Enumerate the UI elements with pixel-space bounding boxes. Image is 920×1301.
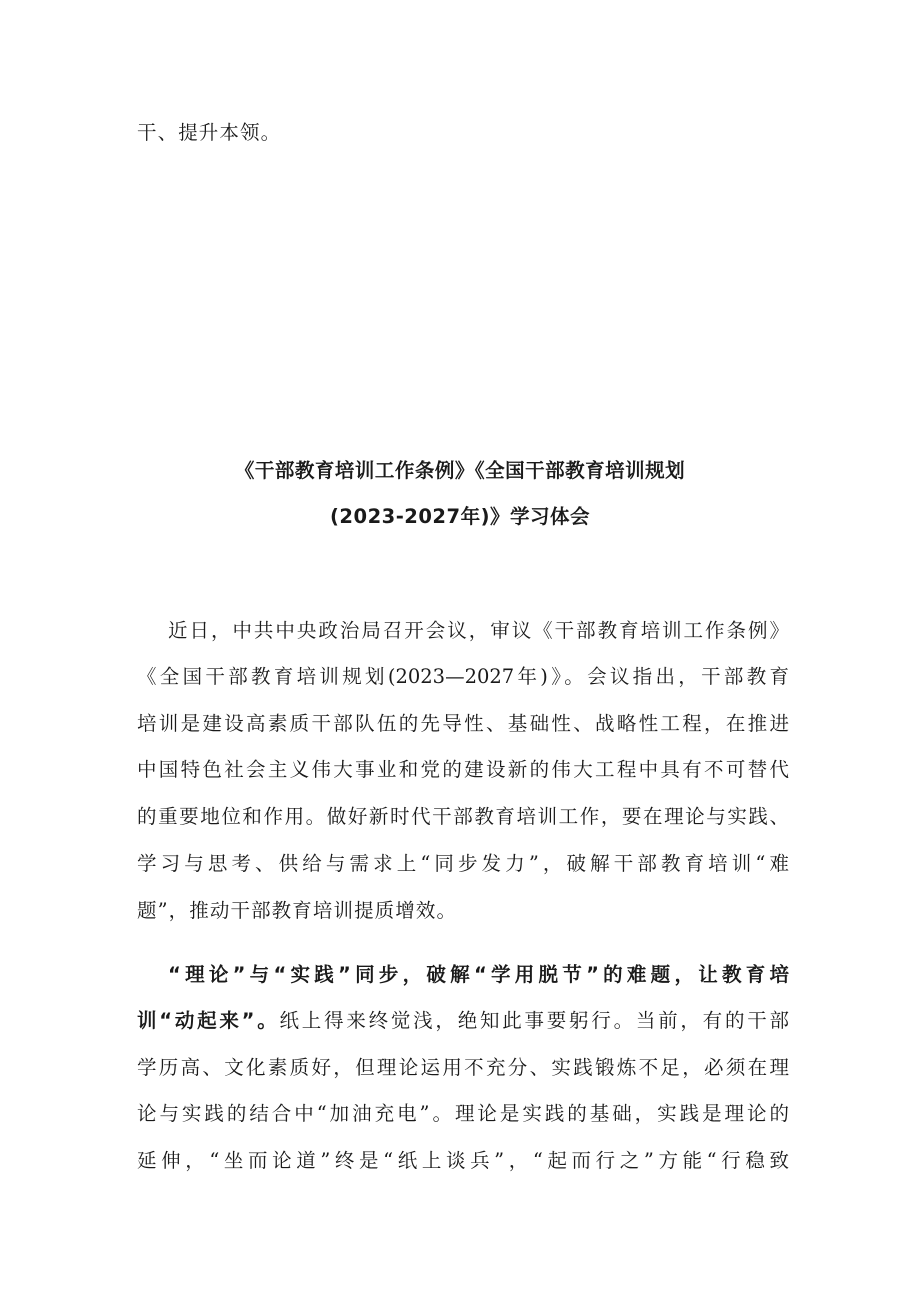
paragraph-2-line: 论与实践的结合中“加油充电”。理论是实践的基础，实践是理论的 — [137, 1102, 789, 1125]
paragraph-2-line-mixed — [137, 1008, 789, 1034]
paragraph-2-heading-end: 训“动起来”。 — [137, 1009, 280, 1032]
title-line-2 — [0, 504, 920, 530]
paragraph-2-heading-line: “理论”与“实践”同步，破解“学用脱节”的难题，让教育培 — [168, 963, 789, 986]
paragraph-2-line: 延伸，“坐而论道”终是“纸上谈兵”，“起而行之”方能“行稳致 — [137, 1149, 789, 1172]
paragraph-2-text-start: 纸上得来终觉浅，绝知此事要躬行。当前，有的干部 — [279, 1009, 789, 1032]
paragraph-1-line: 《全国干部教育培训规划(2023—2027年)》。会议指出，干部教育 — [137, 665, 789, 688]
paragraph-1-line: 培训是建设高素质干部队伍的先导性、基础性、战略性工程，在推进 — [137, 712, 789, 735]
title-line-2-text: (2023-2027年)》学习体会 — [330, 505, 590, 528]
paragraph-1-line: 学习与思考、供给与需求上“同步发力”，破解干部教育培训“难 — [137, 852, 789, 875]
paragraph-2-line: 学历高、文化素质好，但理论运用不充分、实践锻炼不足，必须在理 — [137, 1056, 789, 1079]
paragraph-1-line: 题”，推动干部教育培训提质增效。 — [137, 899, 458, 922]
paragraph-1-line: 的重要地位和作用。做好新时代干部教育培训工作，要在理论与实践、 — [137, 805, 789, 828]
title-line-1: 《干部教育培训工作条例》《全国干部教育培训规划 — [234, 459, 686, 482]
paragraph-1-line: 中国特色社会主义伟大事业和党的建设新的伟大工程中具有不可替代 — [137, 758, 789, 781]
carryover-line: 干、提升本领。 — [137, 121, 282, 144]
paragraph-1-line: 近日，中共中央政治局召开会议，审议《干部教育培训工作条例》 — [168, 619, 789, 642]
